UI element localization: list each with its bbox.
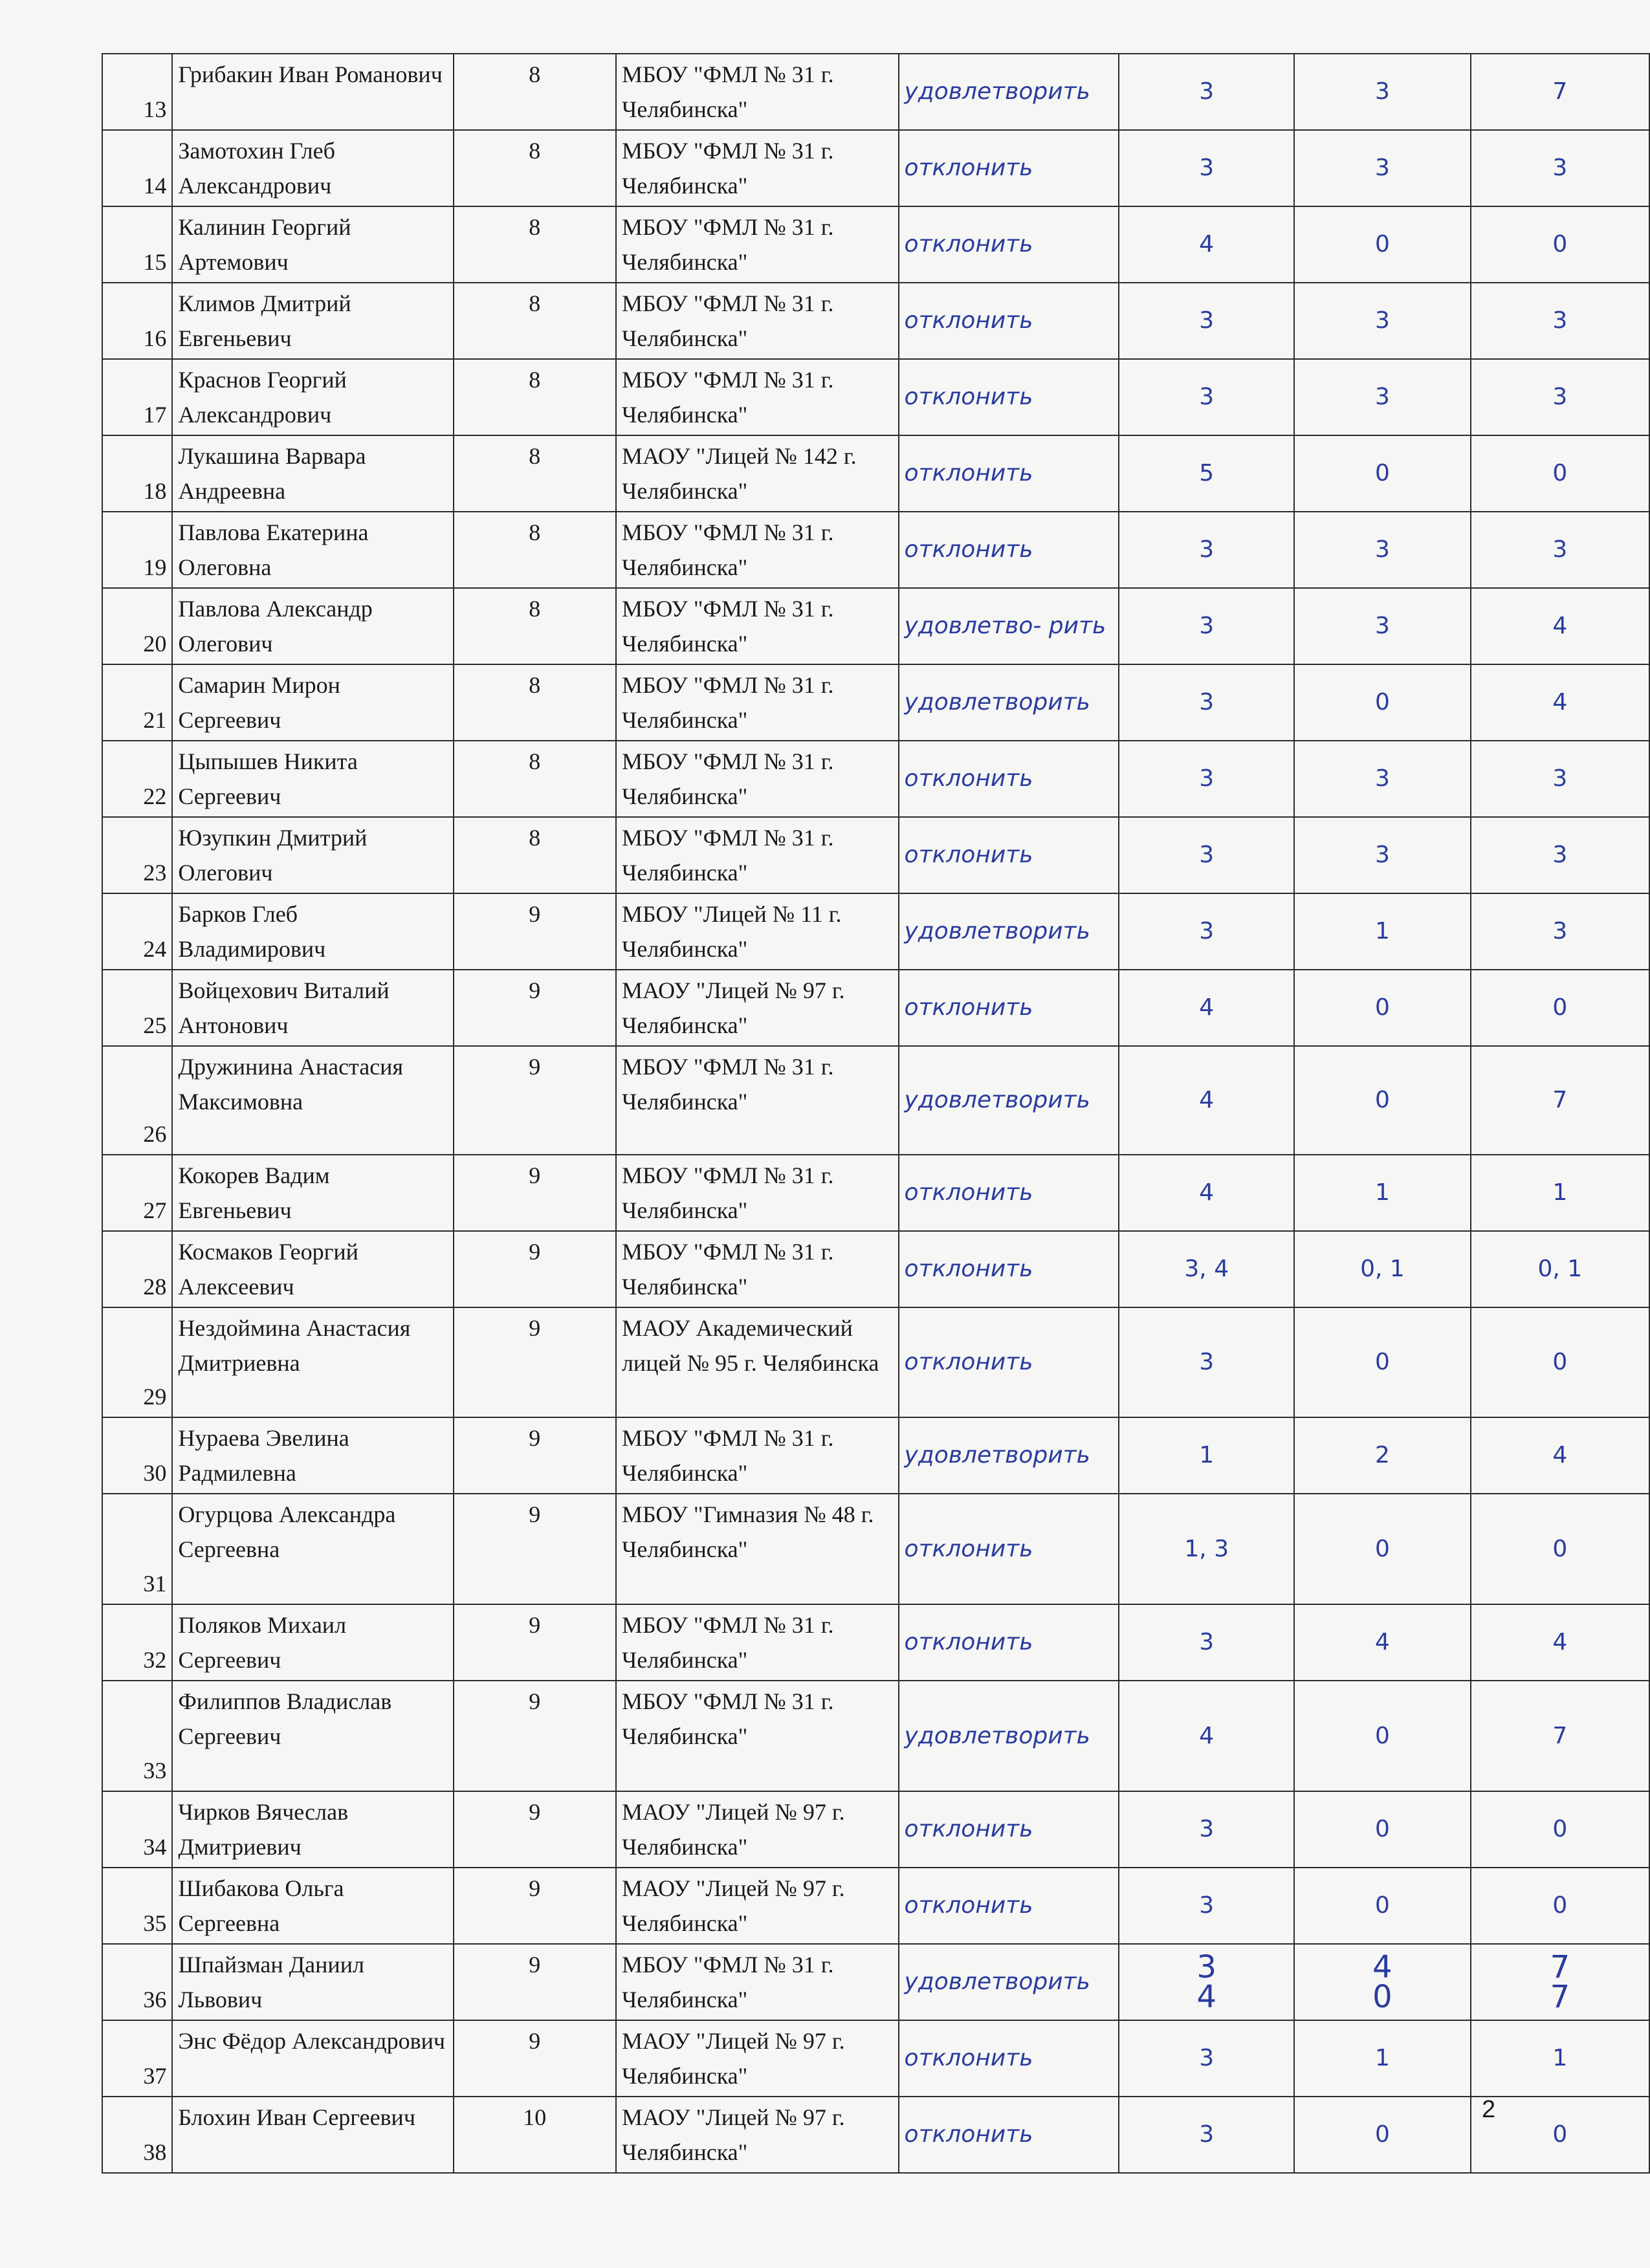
score-3: 7 — [1471, 1046, 1649, 1155]
row-number: 20 — [102, 588, 172, 664]
score-2: 3 — [1294, 512, 1471, 588]
score-3: 3 — [1471, 893, 1649, 970]
participant-school: МАОУ "Лицей № 97 г. Челябинска" — [616, 1868, 899, 1944]
row-number: 28 — [102, 1231, 172, 1307]
participant-school: МБОУ "ФМЛ № 31 г. Челябинска" — [616, 512, 899, 588]
participant-name: Нездоймина Анастасия Дмитриевна — [172, 1307, 453, 1417]
appeal-decision: отклонить — [899, 359, 1119, 435]
participant-name: Энс Фёдор Александрович — [172, 2020, 453, 2097]
participant-name: Войцехович Виталий Антонович — [172, 970, 453, 1046]
table-row — [102, 2097, 1649, 2173]
participant-grade: 10 — [454, 2097, 616, 2173]
participant-grade: 9 — [454, 1681, 616, 1791]
participant-school: МБОУ "ФМЛ № 31 г. Челябинска" — [616, 1231, 899, 1307]
participant-grade: 9 — [454, 893, 616, 970]
table-row — [102, 130, 1649, 206]
participant-grade: 8 — [454, 130, 616, 206]
participant-name: Павлова Екатерина Олеговна — [172, 512, 453, 588]
table-row — [102, 817, 1649, 893]
score-1: 4 — [1119, 1155, 1294, 1231]
score-value-corrected: 0 — [1372, 1979, 1392, 2015]
participant-name: Лукашина Варвара Андреевна — [172, 435, 453, 512]
participant-name: Огурцова Александра Сергеевна — [172, 1494, 453, 1604]
score-1: 3 — [1119, 817, 1294, 893]
participant-grade: 9 — [454, 1604, 616, 1681]
appeal-decision: удовлетворить — [899, 664, 1119, 741]
appeal-decision: отклонить — [899, 2020, 1119, 2097]
participant-grade: 8 — [454, 817, 616, 893]
row-number: 14 — [102, 130, 172, 206]
participant-name: Краснов Георгий Александрович — [172, 359, 453, 435]
score-3: 0 — [1471, 1791, 1649, 1868]
score-1: 5 — [1119, 435, 1294, 512]
participant-name: Шпайзман Даниил Львович — [172, 1944, 453, 2020]
row-number: 33 — [102, 1681, 172, 1791]
participant-name: Чирков Вячеслав Дмитриевич — [172, 1791, 453, 1868]
appeal-decision: удовлетворить — [899, 1046, 1119, 1155]
score-3: 4 — [1471, 1417, 1649, 1494]
score-1: 3 — [1119, 283, 1294, 359]
score-1: 3 — [1119, 2097, 1294, 2173]
score-value: 3 — [1196, 1949, 1217, 1985]
score-1: 3 — [1119, 359, 1294, 435]
score-2: 0 — [1294, 206, 1471, 283]
score-3: 3 — [1471, 741, 1649, 817]
participant-name: Блохин Иван Сергеевич — [172, 2097, 453, 2173]
table-row — [102, 741, 1649, 817]
participant-name: Дружинина Анастасия Максимовна — [172, 1046, 453, 1155]
score-3: 3 — [1471, 817, 1649, 893]
appeal-decision: отклонить — [899, 1307, 1119, 1417]
score-1: 3 — [1119, 2020, 1294, 2097]
score-3: 1 — [1471, 1155, 1649, 1231]
table-row — [102, 435, 1649, 512]
participant-school: МБОУ "Лицей № 11 г. Челябинска" — [616, 893, 899, 970]
participant-name: Филиппов Владислав Сергеевич — [172, 1681, 453, 1791]
participant-name: Цыпышев Никита Сергеевич — [172, 741, 453, 817]
participant-school: МАОУ "Лицей № 142 г. Челябинска" — [616, 435, 899, 512]
participant-name: Юзупкин Дмитрий Олегович — [172, 817, 453, 893]
score-2: 3 — [1294, 130, 1471, 206]
participant-grade: 9 — [454, 1046, 616, 1155]
score-3: 1 — [1471, 2020, 1649, 2097]
table-row — [102, 1155, 1649, 1231]
row-number: 38 — [102, 2097, 172, 2173]
participant-name: Павлова Александр Олегович — [172, 588, 453, 664]
participant-grade: 9 — [454, 1944, 616, 2020]
participant-school: МБОУ "ФМЛ № 31 г. Челябинска" — [616, 54, 899, 130]
table-row — [102, 1791, 1649, 1868]
score-2: 0 — [1294, 970, 1471, 1046]
appeal-decision: удовлетворить — [899, 1681, 1119, 1791]
score-3: 3 — [1471, 130, 1649, 206]
appeal-decision: удовлетворить — [899, 893, 1119, 970]
appeal-decision: отклонить — [899, 512, 1119, 588]
row-number: 19 — [102, 512, 172, 588]
table-row — [102, 1046, 1649, 1155]
appeal-decision: отклонить — [899, 1231, 1119, 1307]
participant-grade: 8 — [454, 54, 616, 130]
score-1: 4 — [1119, 206, 1294, 283]
row-number: 30 — [102, 1417, 172, 1494]
score-1: 4 — [1119, 1681, 1294, 1791]
table-row — [102, 1868, 1649, 1944]
row-number: 29 — [102, 1307, 172, 1417]
score-3: 4 — [1471, 664, 1649, 741]
participant-school: МАОУ "Лицей № 97 г. Челябинска" — [616, 970, 899, 1046]
row-number: 21 — [102, 664, 172, 741]
row-number: 37 — [102, 2020, 172, 2097]
participant-grade: 8 — [454, 512, 616, 588]
score-2 — [1294, 1944, 1471, 2020]
appeal-decision: удовлетворить — [899, 1417, 1119, 1494]
score-2: 0 — [1294, 1046, 1471, 1155]
score-2: 3 — [1294, 817, 1471, 893]
row-number: 34 — [102, 1791, 172, 1868]
score-2: 3 — [1294, 741, 1471, 817]
score-2: 0 — [1294, 1494, 1471, 1604]
participant-school: МБОУ "ФМЛ № 31 г. Челябинска" — [616, 1944, 899, 2020]
score-3: 0 — [1471, 435, 1649, 512]
score-2: 0 — [1294, 1681, 1471, 1791]
participant-grade: 8 — [454, 588, 616, 664]
score-1: 3, 4 — [1119, 1231, 1294, 1307]
score-3: 7 — [1471, 1681, 1649, 1791]
score-2: 0 — [1294, 435, 1471, 512]
row-number: 35 — [102, 1868, 172, 1944]
score-3: 0 — [1471, 2097, 1649, 2173]
row-number: 26 — [102, 1046, 172, 1155]
row-number: 31 — [102, 1494, 172, 1604]
page-number: 2 — [1482, 2096, 1496, 2123]
participant-grade: 9 — [454, 2020, 616, 2097]
score-1 — [1119, 1944, 1294, 2020]
participant-grade: 9 — [454, 1231, 616, 1307]
participant-school: МБОУ "ФМЛ № 31 г. Челябинска" — [616, 588, 899, 664]
participant-name: Шибакова Ольга Сергеевна — [172, 1868, 453, 1944]
participant-grade: 9 — [454, 1868, 616, 1944]
row-number: 22 — [102, 741, 172, 817]
score-value: 7 — [1550, 1949, 1570, 1985]
score-1: 3 — [1119, 130, 1294, 206]
appeal-decision: отклонить — [899, 1791, 1119, 1868]
participant-school: МАОУ "Лицей № 97 г. Челябинска" — [616, 2097, 899, 2173]
participant-name: Климов Дмитрий Евгеньевич — [172, 283, 453, 359]
participant-school: МБОУ "ФМЛ № 31 г. Челябинска" — [616, 206, 899, 283]
score-1: 3 — [1119, 1604, 1294, 1681]
participant-school: МБОУ "ФМЛ № 31 г. Челябинска" — [616, 1046, 899, 1155]
score-1: 3 — [1119, 741, 1294, 817]
score-2: 0 — [1294, 2097, 1471, 2173]
participant-grade: 8 — [454, 206, 616, 283]
score-3: 3 — [1471, 359, 1649, 435]
results-table — [102, 53, 1650, 2174]
appeal-decision: отклонить — [899, 741, 1119, 817]
appeal-decision: отклонить — [899, 283, 1119, 359]
score-value: 4 — [1372, 1949, 1392, 1985]
row-number: 23 — [102, 817, 172, 893]
participant-grade: 9 — [454, 1155, 616, 1231]
score-2: 0 — [1294, 1868, 1471, 1944]
score-3: 3 — [1471, 512, 1649, 588]
score-2: 2 — [1294, 1417, 1471, 1494]
table-body — [102, 54, 1649, 2173]
score-2: 3 — [1294, 54, 1471, 130]
table-row — [102, 2020, 1649, 2097]
score-3: 4 — [1471, 1604, 1649, 1681]
participant-name: Космаков Георгий Алексеевич — [172, 1231, 453, 1307]
score-2: 0, 1 — [1294, 1231, 1471, 1307]
participant-grade: 8 — [454, 359, 616, 435]
score-2: 0 — [1294, 1791, 1471, 1868]
appeal-decision: отклонить — [899, 817, 1119, 893]
score-3: 7 — [1471, 54, 1649, 130]
participant-grade: 8 — [454, 741, 616, 817]
appeal-decision: отклонить — [899, 435, 1119, 512]
score-1: 3 — [1119, 588, 1294, 664]
score-2: 1 — [1294, 893, 1471, 970]
appeal-decision: отклонить — [899, 1868, 1119, 1944]
score-3: 0 — [1471, 970, 1649, 1046]
table-row — [102, 664, 1649, 741]
score-1: 3 — [1119, 893, 1294, 970]
appeal-decision: отклонить — [899, 970, 1119, 1046]
participant-school: МАОУ Академический лицей № 95 г. Челябинска — [616, 1307, 899, 1417]
participant-school: МАОУ "Лицей № 97 г. Челябинска" — [616, 2020, 899, 2097]
participant-name: Самарин Мирон Сергеевич — [172, 664, 453, 741]
participant-school: МБОУ "ФМЛ № 31 г. Челябинска" — [616, 741, 899, 817]
score-2: 3 — [1294, 283, 1471, 359]
row-number: 24 — [102, 893, 172, 970]
row-number: 25 — [102, 970, 172, 1046]
participant-name: Поляков Михаил Сергеевич — [172, 1604, 453, 1681]
participant-grade: 9 — [454, 1417, 616, 1494]
participant-grade: 9 — [454, 970, 616, 1046]
score-1: 3 — [1119, 54, 1294, 130]
participant-grade: 9 — [454, 1307, 616, 1417]
score-2: 1 — [1294, 1155, 1471, 1231]
participant-name: Нураева Эвелина Радмилевна — [172, 1417, 453, 1494]
participant-school: МБОУ "ФМЛ № 31 г. Челябинска" — [616, 1604, 899, 1681]
participant-grade: 8 — [454, 664, 616, 741]
score-2: 4 — [1294, 1604, 1471, 1681]
table-row — [102, 1944, 1649, 2020]
score-1: 4 — [1119, 970, 1294, 1046]
row-number: 32 — [102, 1604, 172, 1681]
participant-school: МБОУ "ФМЛ № 31 г. Челябинска" — [616, 359, 899, 435]
score-1: 4 — [1119, 1046, 1294, 1155]
score-3: 4 — [1471, 588, 1649, 664]
appeal-decision: отклонить — [899, 1494, 1119, 1604]
appeal-decision: отклонить — [899, 1604, 1119, 1681]
participant-name: Барков Глеб Владимирович — [172, 893, 453, 970]
participant-grade: 9 — [454, 1791, 616, 1868]
score-1: 1 — [1119, 1417, 1294, 1494]
score-1: 3 — [1119, 1868, 1294, 1944]
score-value-corrected: 4 — [1196, 1979, 1217, 2015]
score-1: 1, 3 — [1119, 1494, 1294, 1604]
score-1: 3 — [1119, 1307, 1294, 1417]
appeal-decision: отклонить — [899, 1155, 1119, 1231]
row-number: 36 — [102, 1944, 172, 2020]
participant-name: Грибакин Иван Романович — [172, 54, 453, 130]
row-number: 18 — [102, 435, 172, 512]
score-1: 3 — [1119, 512, 1294, 588]
appeal-decision: отклонить — [899, 206, 1119, 283]
table-row — [102, 893, 1649, 970]
score-3: 3 — [1471, 283, 1649, 359]
participant-school: МБОУ "ФМЛ № 31 г. Челябинска" — [616, 1417, 899, 1494]
table-row — [102, 970, 1649, 1046]
score-3: 0 — [1471, 1307, 1649, 1417]
participant-grade: 9 — [454, 1494, 616, 1604]
table-row — [102, 1494, 1649, 1604]
score-3: 0 — [1471, 1494, 1649, 1604]
participant-name: Замотохин Глеб Александрович — [172, 130, 453, 206]
score-2: 1 — [1294, 2020, 1471, 2097]
score-1: 3 — [1119, 664, 1294, 741]
table-row — [102, 283, 1649, 359]
participant-school: МБОУ "ФМЛ № 31 г. Челябинска" — [616, 817, 899, 893]
table-row — [102, 1417, 1649, 1494]
score-1: 3 — [1119, 1791, 1294, 1868]
score-3: 0 — [1471, 1868, 1649, 1944]
participant-school: МБОУ "Гимназия № 48 г. Челябинска" — [616, 1494, 899, 1604]
appeal-decision: удовлетворить — [899, 1944, 1119, 2020]
score-3: 0 — [1471, 206, 1649, 283]
participant-school: МБОУ "ФМЛ № 31 г. Челябинска" — [616, 283, 899, 359]
score-2: 3 — [1294, 359, 1471, 435]
table-row — [102, 54, 1649, 130]
table-row — [102, 359, 1649, 435]
score-value-corrected: 7 — [1550, 1979, 1570, 2015]
score-3 — [1471, 1944, 1649, 2020]
appeal-decision: отклонить — [899, 130, 1119, 206]
participant-school: МБОУ "ФМЛ № 31 г. Челябинска" — [616, 664, 899, 741]
participant-school: МАОУ "Лицей № 97 г. Челябинска" — [616, 1791, 899, 1868]
appeal-decision: удовлетворить — [899, 54, 1119, 130]
participant-school: МБОУ "ФМЛ № 31 г. Челябинска" — [616, 1681, 899, 1791]
participant-school: МБОУ "ФМЛ № 31 г. Челябинска" — [616, 1155, 899, 1231]
table-row — [102, 1231, 1649, 1307]
participant-name: Кокорев Вадим Евгеньевич — [172, 1155, 453, 1231]
row-number: 16 — [102, 283, 172, 359]
score-3: 0, 1 — [1471, 1231, 1649, 1307]
row-number: 17 — [102, 359, 172, 435]
participant-grade: 8 — [454, 435, 616, 512]
score-2: 3 — [1294, 588, 1471, 664]
table-row — [102, 1681, 1649, 1791]
row-number: 13 — [102, 54, 172, 130]
participant-school: МБОУ "ФМЛ № 31 г. Челябинска" — [616, 130, 899, 206]
score-2: 0 — [1294, 1307, 1471, 1417]
appeal-decision: отклонить — [899, 2097, 1119, 2173]
row-number: 27 — [102, 1155, 172, 1231]
participant-grade: 8 — [454, 283, 616, 359]
appeal-decision: удовлетво- рить — [899, 588, 1119, 664]
score-2: 0 — [1294, 664, 1471, 741]
participant-name: Калинин Георгий Артемович — [172, 206, 453, 283]
row-number: 15 — [102, 206, 172, 283]
table-row — [102, 206, 1649, 283]
table-row — [102, 1307, 1649, 1417]
table-row — [102, 1604, 1649, 1681]
table-row — [102, 512, 1649, 588]
table-row — [102, 588, 1649, 664]
